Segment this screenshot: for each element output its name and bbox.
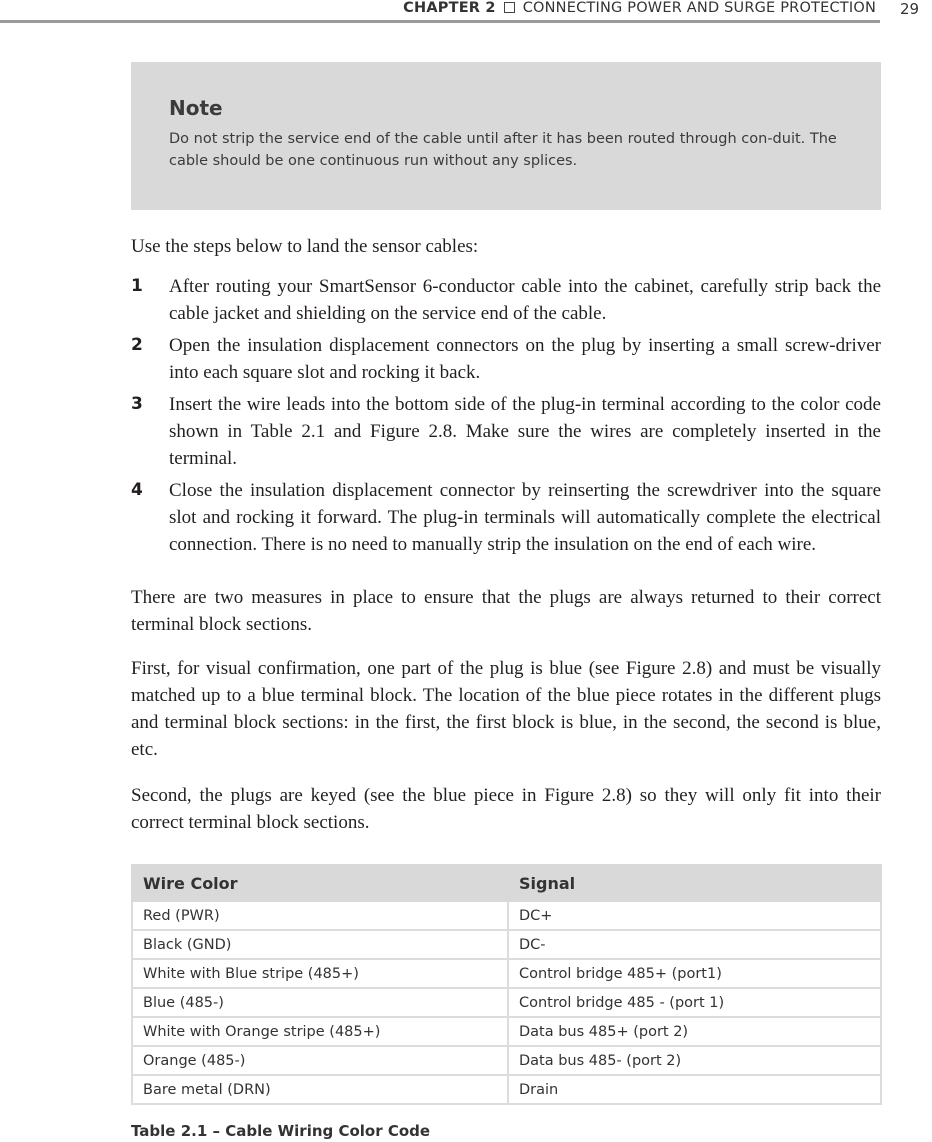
signal-cell: Control bridge 485 - (port 1)	[508, 988, 881, 1017]
table-header-row	[132, 865, 881, 901]
note-body: Do not strip the service end of the cable until after it has been routed through con-duit. The cable should be one continuous run without any splices.	[169, 131, 837, 169]
header-rule	[0, 20, 880, 23]
separator-box-icon	[504, 2, 515, 13]
step-number: 1	[131, 276, 143, 296]
signal-cell: Data bus 485+ (port 2)	[508, 1017, 881, 1046]
signal-cell: Data bus 485- (port 2)	[508, 1046, 881, 1075]
column-header-signal: Signal	[508, 865, 881, 901]
step-text: Open the insulation displacement connectors on the plug by inserting a small screw-driver into each square slot and rocking it back.	[169, 335, 881, 383]
paragraph: There are two measures in place to ensure that the plugs are always returned to their correct terminal block sections.	[131, 587, 881, 635]
signal-cell: Drain	[508, 1075, 881, 1104]
paragraph: Second, the plugs are keyed (see the blue piece in Figure 2.8) so they will only fit into their correct terminal block sections.	[131, 785, 881, 833]
column-header-wire-color: Wire Color	[132, 865, 508, 901]
step-text: After routing your SmartSensor 6-conductor cable into the cabinet, carefully strip back the cable jacket and shielding on the service end of the cable.	[169, 276, 881, 324]
table-row	[132, 1075, 881, 1104]
wire-color-cell: White with Blue stripe (485+)	[132, 959, 508, 988]
wire-color-cell: Bare metal (DRN)	[132, 1075, 508, 1104]
signal-cell: DC-	[508, 930, 881, 959]
step-number: 4	[131, 480, 143, 500]
table-row	[132, 1017, 881, 1046]
paragraph: First, for visual confirmation, one part of the plug is blue (see Figure 2.8) and must be visually matched up to a blue terminal block. The location of the blue piece rotates in the different plugs and terminal block sections: in the first, the first block is blue, in the second, the second is blue, etc.	[131, 658, 881, 760]
step-item	[131, 273, 881, 327]
steps-list	[131, 273, 881, 563]
table-row	[132, 1046, 881, 1075]
note-title: Note	[169, 96, 223, 120]
chapter-label: CHAPTER 2	[403, 0, 496, 16]
step-text: Close the insulation displacement connector by reinserting the screwdriver into the square slot and rocking it forward. The plug-in terminals will automatically complete the electrical connection. There is no need to manually strip the insulation on the end of each wire.	[169, 480, 881, 555]
table-row	[132, 959, 881, 988]
step-item	[131, 332, 881, 386]
wire-color-cell: Orange (485-)	[132, 1046, 508, 1075]
wire-color-cell: Red (PWR)	[132, 901, 508, 930]
step-item	[131, 477, 881, 558]
running-header	[403, 0, 876, 18]
table-caption: Table 2.1 – Cable Wiring Color Code	[131, 1122, 431, 1140]
signal-cell: Control bridge 485+ (port1)	[508, 959, 881, 988]
intro-text: Use the steps below to land the sensor cables:	[131, 236, 479, 257]
table-row	[132, 901, 881, 930]
note-box	[131, 62, 881, 210]
step-number: 2	[131, 335, 143, 355]
table-row	[132, 988, 881, 1017]
page-number: 29	[900, 0, 920, 18]
step-item	[131, 391, 881, 472]
wire-color-cell: Black (GND)	[132, 930, 508, 959]
signal-cell: DC+	[508, 901, 881, 930]
table-row	[132, 930, 881, 959]
chapter-title: CONNECTING POWER AND SURGE PROTECTION	[522, 0, 876, 16]
step-text: Insert the wire leads into the bottom side of the plug-in terminal according to the color code shown in Table 2.1 and Figure 2.8. Make sure the wires are completely inserted in the terminal.	[169, 394, 881, 469]
step-number: 3	[131, 394, 143, 414]
wire-color-cell: Blue (485-)	[132, 988, 508, 1017]
wiring-color-table	[131, 864, 882, 1105]
wire-color-cell: White with Orange stripe (485+)	[132, 1017, 508, 1046]
